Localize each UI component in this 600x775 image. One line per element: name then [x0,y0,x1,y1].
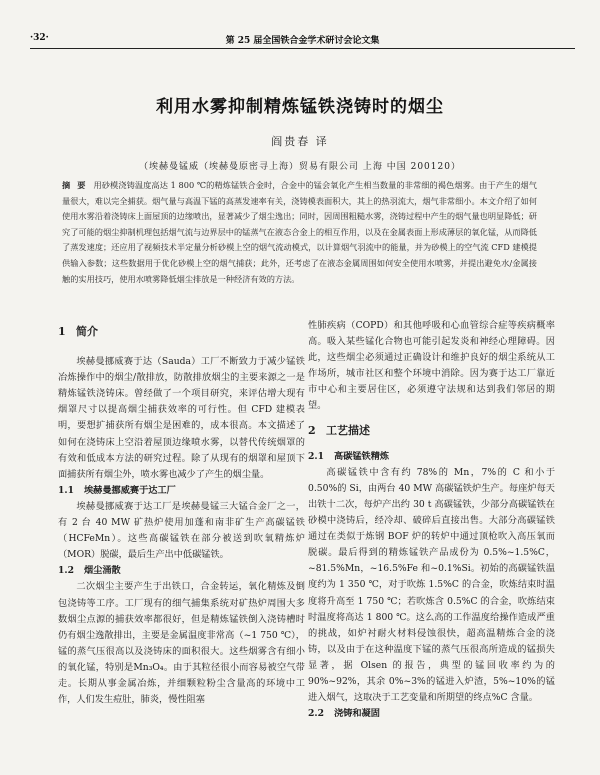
subsection-1-1-text: 埃赫曼挪威赛于达工厂是埃赫曼锰三大锰合金厂之一，有 2 台 40 MW 矿热炉使用加蓬和南非矿生产高碳锰铁（HCFeMn）。这些高碳锰铁在部分被送到吹氧精炼炉（MOR）脱碳，最后生产出中低碳锰铁。 [58,500,305,561]
subsection-2-1-heading [308,449,555,465]
left-column [58,318,305,708]
abstract-text: 用砂模浇铸温度高达 1 800 ℃的精炼锰铁合金时，合金中的锰会氧化产生相当数量的非常细的褐色烟雾。由于产生的烟气量很大，难以完全捕获。烟气量与高温下锰的高蒸发速率有关，浇铸模表面积大，其上的热羽流大，烟气非常细小。本文介绍了如何使用水雾沿着浇铸床上面屋顶的边缘喷出，显著减少了烟尘逸出；同时，因周围粗糙水雾，浇铸过程中产生的烟气量也明显降低；研究了可能的烟尘抑制机理包括烟气流与边界层中的锰蒸气在液态合金上的相互作用，以及在金属表面上形成薄层的氧化锰，从而降低了蒸发速度；还应用了视频技术半定量分析砂模上空的烟气流动模式，以计算烟气羽流中的能量，并为砂模上的空气流 CFD 建模提供输入参数；这些数据用于优化砂模上空的烟气捕获；此外，还考虑了在液态金属周围如何安全使用水喷雾，并提出避免水/金属接触的实用技巧，使用水喷雾降低烟尘排放是一种经济有效的方法。 [62,180,537,284]
subsection-2-2-heading [308,706,555,722]
section-2-heading [308,423,555,439]
section-1-heading [58,324,305,340]
continuation-paragraph: 性肺疾病（COPD）和其他呼吸和心血管综合症等疾病概率高。吸入某些锰化合物也可能引起发炎和神经心理障碍。因此，这些烟尘必须通过正确设计和维护良好的烟尘系统从工作场所，城市社区和整个环境中消除。因为赛于达工厂靠近市中心和主要居住区，必须遵守法规和达到我们邻居的期望。 [308,320,555,412]
subsection-1-2-text: 二次烟尘主要产生于出铁口，合金转运，氧化精炼及倒包浇铸等工序。工厂现有的细气捕集系统对矿热炉周围大多数烟尘点源的捕获效率都很好，但是精炼锰铁倒入浇铸槽时仍有烟尘逸散排出，主要是金属温度非常高（~1 750 ℃），锰的蒸气压很高以及浇铸床的面积很大。这些烟雾含有细小的氧化锰，特别是Mn₃O₄。由于其粒径很小而容易被空气带走。长期从事金属冶炼，并细颗粒粉尘含量高的环境中工作，人们发生痘肚，肺炎，慢性阻塞 [58,581,305,706]
running-head [30,33,575,47]
abstract-block [62,178,537,287]
subsection-2-2-number: 2.2 [308,708,324,720]
affiliation: （埃赫曼锰威（埃赫曼原密寻上海）贸易有限公司 上海 中国 200120） [139,162,461,172]
intro-paragraph: 埃赫曼挪威赛于达（Sauda）工厂不断致力于减少锰铁冶炼操作中的烟尘/散排放，防散排放烟尘的主要来源之一是精炼锰铁浇铸床。曾经做了一个项目研究，来评估增大现有烟罩尺寸以提高烟尘捕获效率的可行性。但 CFD 建模表明，要想扩捕获所有烟尘是困难的，成本很高。本文描述了如何在浇铸床上空沿着屋顶边缘喷水雾，以替代传统烟罩的有效和低成本方法的研究过程。除了从现有的烟罩和屋顶下面捕获所有烟尘外，喷水雾也减少了产生的烟尘量。 [58,356,305,480]
abstract-label: 摘 要 [62,180,88,190]
subsection-2-2-title: 浇铸和凝固 [334,708,380,720]
subsection-1-1-number: 1.1 [58,484,74,496]
journal-title: 第 25 届全国铁合金学术研讨会论文集 [225,36,380,46]
article-title: 利用水雾抑制精炼锰铁浇铸时的烟尘 [156,97,444,117]
page-number: ·32· [30,33,49,43]
right-column [308,318,555,722]
subsection-1-1-title: 埃赫曼挪威赛于达工厂 [84,484,176,496]
subsection-1-2-title: 烟尘涌散 [84,565,121,577]
subsection-2-1-text: 高碳锰铁中含有约 78%的 Mn，7%的 C 和小于 0.50%的 Si，由两台 40 MW 高碳锰铁炉生产。每座炉每天出铁十二次，每炉产出约 30 t 高碳锰铁，少部分高碳锰铁在砂模中浇铸后，经冷却、破碎后直接出售。大部分高碳锰铁通过在类似于炼钢 BOF 炉的转炉中通过顶枪吹入高压氧而脱碳。最后得到的精炼锰铁产品成份为 0.5%~1.5%C，~81.5%Mn，~16.5%Fe 和~0.1%Si。初始的高碳锰铁温度约为 1 350 ℃，对于吹炼 1.5%C 的合金，吹炼结束时温度将升高至 1 750 ℃；若吹炼含 0.5%C 的合金，吹炼结束时温度将高达 1 800 ℃。这么高的工作温度给操作造成严重的挑战，如炉衬耐火材料侵蚀很快，超高温精炼合金的浇铸，以及由于在这种温度下锰的蒸气压很高所造成的锰损失显著，据 Olsen 的报告，典型的锰回收率约为的 90%~92%，其余 0%~3%的锰进入炉渣，5%~10%的锰进入烟气，这取决于工艺变量和所期望的终点%C 含量。 [308,466,555,704]
section-2-title: 工艺描述 [326,423,370,437]
section-1-number: 1 [58,325,66,338]
header-rule [30,48,575,49]
section-2-number: 2 [308,423,316,437]
section-1-title: 简介 [76,325,98,338]
subsection-2-1-title: 高碳锰铁精炼 [334,450,390,462]
subsection-1-1-heading [58,483,305,499]
subsection-2-1-number: 2.1 [308,450,324,462]
subsection-1-2-number: 1.2 [58,565,74,577]
subsection-1-2-heading [58,563,305,579]
author-line: 阎贵春 译 [271,135,329,148]
